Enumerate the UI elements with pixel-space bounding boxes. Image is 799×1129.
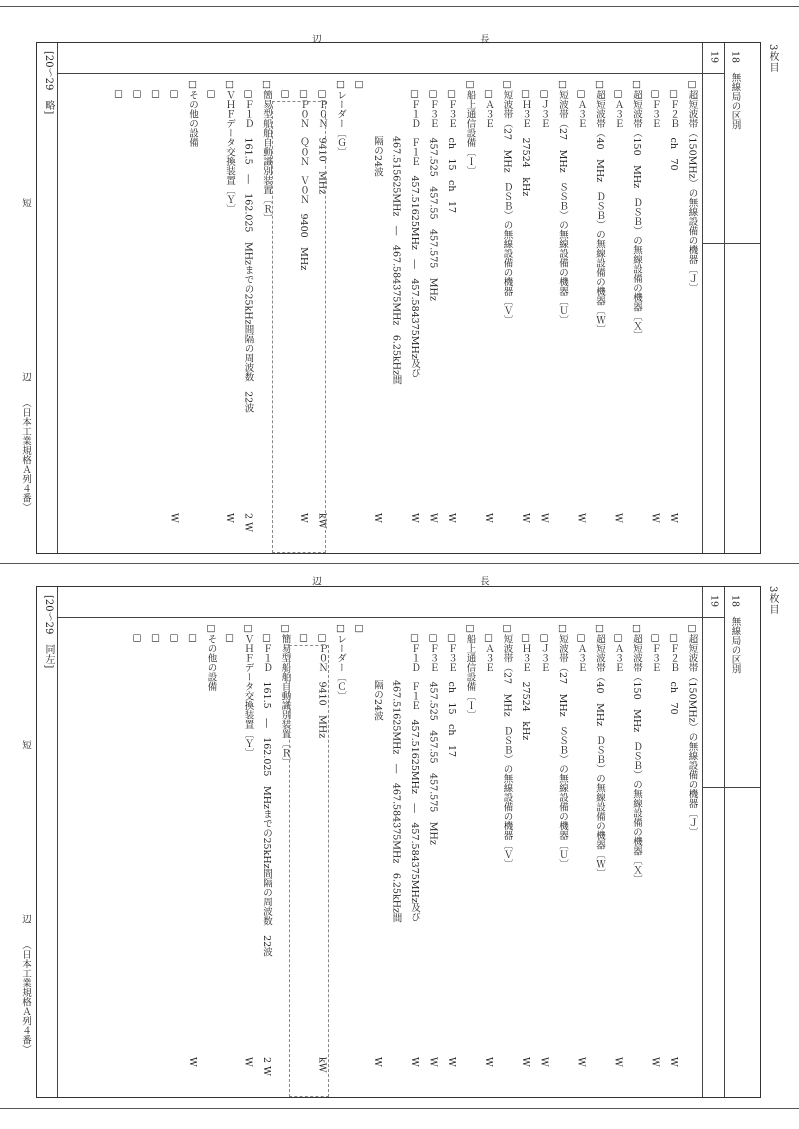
equipment-line: □ [168,623,180,644]
equipment-line: □ [353,79,365,90]
equipment-line: □Ｊ３Ｅ [538,623,550,672]
power-unit: W [538,513,550,523]
power-unit: W [649,1057,661,1067]
power-unit: W [575,1057,587,1067]
page-number: 3枚目 [767,586,778,616]
top-band [57,617,724,618]
power-unit: W [612,1057,624,1067]
power-unit: W [575,513,587,523]
col18-label: 18 無線局の区別 [729,51,741,130]
equipment-line: □Ｆ１Ｄ Ｆ１Ｅ 457.51625MHz ― 457.584375MHz及び [409,623,420,922]
equipment-line: □Ｆ３Ｅ 457.525 457.55 457.575 MHz [427,623,439,845]
equipment-line: □超短波帯（150MHz）の無線設備の機器〔Ｊ〕 [686,623,698,837]
equipment-line: □ [187,623,198,644]
power-unit: kW [316,1057,328,1073]
col19-label: 19 [708,595,720,608]
header-split [702,787,760,788]
equipment-line: □ [150,79,161,100]
equipment-line: □Ａ３Ｅ [612,79,624,128]
equipment-line: □Ｆ３Ｅ [649,623,661,672]
equipment-line: □ [168,79,180,100]
equipment-line: □ [150,623,161,644]
short-side-label-end: 辺 [20,372,31,382]
bottom-rule [0,1108,799,1109]
equipment-line: □Ｆ２Ｂ ch 70 [668,79,679,171]
short-side-label: 短 [20,740,31,750]
equipment-line: □船上通信設備〔Ｉ〕 [464,79,476,176]
power-unit: W [372,1057,383,1067]
equipment-line: □ＶＨＦデータ交換装置〔Ｙ〕 [242,623,254,758]
power-unit: W [483,513,494,523]
equipment-line: □短波帯（27 MHz ＤＳＢ）の無線設備の機器〔Ｖ〕 [501,79,513,325]
col18-divider [724,587,725,1097]
power-unit: W [168,513,180,523]
equipment-line: □超短波帯（150 MHz ＤＳＢ）の無線設備の機器〔Ｘ〕 [631,79,642,341]
page-number: 3枚目 [767,44,778,74]
long-side-label-end: 辺 [310,34,321,44]
equipment-line: 467.515625MHz ― 467.584375MHz 6.25kHz間 [390,79,402,385]
power-unit: W [409,513,420,523]
power-unit: W [187,1057,198,1067]
equipment-line: □Ｆ３Ｅ ch 15 ch 17 [446,79,457,214]
power-unit: 2 W [242,513,254,532]
col19-label: 19 [708,51,720,64]
equipment-line: □ [131,79,143,100]
equipment-line: □ [131,623,143,644]
col19-divider [702,587,703,1097]
equipment-line: □Ｆ３Ｅ 457.525 457.55 457.575 MHz [427,79,439,301]
col18-divider [724,43,725,553]
header-left: [20〜29 同左] [43,595,54,669]
left-divider [57,43,58,553]
equipment-line: □Ｐ０Ｎ Ｑ０Ｎ Ｖ０Ｎ 9400 MHz [298,79,309,271]
equipment-line: □Ｆ３Ｅ [649,79,661,128]
equipment-line: □レーダー〔Ｃ〕 [335,623,346,701]
radar-dashed-box [289,645,329,1097]
equipment-line: 隔の24波 [372,79,383,177]
equipment-line: □ [205,79,217,100]
equipment-line: 467.51625MHz ― 467.584375MHz 6.25kHz間 [390,623,402,923]
equipment-line: □Ｈ３Ｅ 27524 kHz [520,623,531,741]
long-side-label-end: 辺 [310,576,321,586]
equipment-line: 隔の24波 [372,623,383,721]
header-left: [20〜29 略] [43,51,54,115]
equipment-line: □ [224,623,235,644]
equipment-line: □短波帯（27 MHz ＳＳＢ）の無線設備の機器〔Ｕ〕 [557,623,568,869]
equipment-line: □ [298,623,309,644]
middle-rule [0,563,799,564]
col19-divider [702,43,703,553]
equipment-line: □簡易型船舶自動識別装置〔Ｒ〕 [279,623,291,767]
form-sheet-top [36,42,761,554]
equipment-line: □簡易型船舶自動識別装置〔Ｒ〕 [261,79,272,223]
radar-dashed-box [272,101,326,553]
top-band [57,73,724,74]
equipment-line: □Ｆ１Ｄ 161.5 ― 162.025 MHzまでの25kHz間隔の周波数 22波 [242,79,254,413]
equipment-line: □ [353,623,365,634]
power-unit: W [668,513,679,523]
equipment-line: □Ａ３Ｅ [612,623,624,672]
equipment-line: □Ｐ０Ｎ 9410 MHz [316,79,328,195]
power-unit: W [242,1057,254,1067]
equipment-line: □Ｈ３Ｅ 27524 kHz [520,79,531,197]
power-unit: W [538,1057,550,1067]
equipment-line: □ [113,79,124,100]
equipment-line: □Ｆ２Ｂ ch 70 [668,623,679,715]
equipment-line: □Ｆ３Ｅ ch 15 ch 17 [446,623,457,758]
equipment-line: □船上通信設備〔Ｉ〕 [464,623,476,720]
equipment-line: □Ｊ３Ｅ [538,79,550,128]
power-unit: W [409,1057,420,1067]
power-unit: W [427,1057,439,1067]
header-split [702,243,760,244]
power-unit: W [446,1057,457,1067]
equipment-line: □短波帯（27 MHz ＤＳＢ）の無線設備の機器〔Ｖ〕 [501,623,513,869]
equipment-line: □超短波帯（150MHz）の無線設備の機器〔Ｊ〕 [686,79,698,293]
form-sheet-bottom [36,586,761,1098]
equipment-line: □その他の設備 [187,79,198,147]
equipment-line: □ＶＨＦデータ交換装置〔Ｙ〕 [224,79,235,214]
long-side-label: 長 [478,34,489,44]
power-unit: 2 W [261,1057,272,1076]
left-divider [57,587,58,1097]
power-unit: W [298,513,309,523]
equipment-line: □Ａ３Ｅ [575,79,587,128]
paper-size-note: （日本工業規格Ａ列４番） [20,940,31,1054]
power-unit: W [427,513,439,523]
power-unit: W [483,1057,494,1067]
long-side-label: 長 [478,576,489,586]
equipment-line: □ [279,79,291,100]
equipment-line: □Ｆ１Ｄ 161.5 ― 162.025 MHzまでの25kHz間隔の周波数 22波 [261,623,272,957]
power-unit: W [372,513,383,523]
power-unit: W [668,1057,679,1067]
power-unit: kW [316,513,328,529]
short-side-label-end: 辺 [20,914,31,924]
equipment-line: □その他の設備 [205,623,217,691]
equipment-line: □Ａ３Ｅ [483,623,494,672]
power-unit: W [612,513,624,523]
equipment-line: □Ａ３Ｅ [483,79,494,128]
col18-label: 18 無線局の区別 [729,595,741,674]
paper-size-note: （日本工業規格Ａ列４番） [20,398,31,512]
equipment-line: □超短波帯（150 MHz ＤＳＢ）の無線設備の機器〔Ｘ〕 [631,623,642,885]
equipment-line: □Ａ３Ｅ [575,623,587,672]
power-unit: W [520,513,531,523]
equipment-line: □Ｆ１Ｄ Ｆ１Ｅ 457.51625MHz ― 457.584375MHz及び [409,79,420,378]
equipment-line: □短波帯（27 MHz ＳＳＢ）の無線設備の機器〔Ｕ〕 [557,79,568,325]
equipment-line: □超短波帯（40 MHz ＤＳＢ）の無線設備の機器〔Ｗ〕 [594,623,605,879]
equipment-line: □超短波帯（40 MHz ＤＳＢ）の無線設備の機器〔Ｗ〕 [594,79,605,335]
power-unit: W [224,513,235,523]
power-unit: W [649,513,661,523]
equipment-line: □Ｐ０Ｎ 9410 MHz [316,623,328,739]
power-unit: W [446,513,457,523]
short-side-label: 短 [20,198,31,208]
equipment-line: □レーダー〔Ｇ〕 [335,79,346,157]
power-unit: W [520,1057,531,1067]
top-rule [0,6,799,7]
